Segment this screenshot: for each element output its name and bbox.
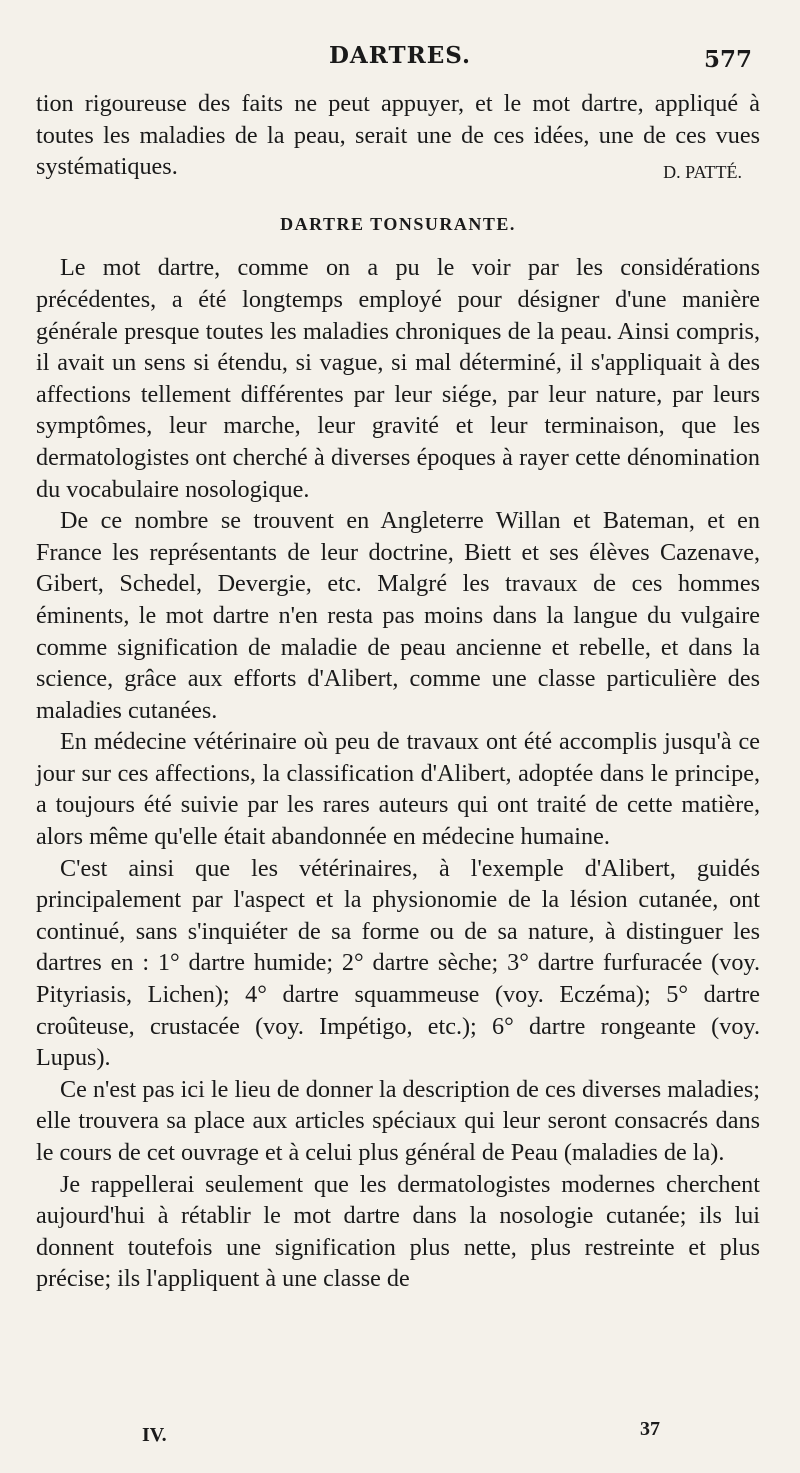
paragraph: Ce n'est pas ici le lieu de donner la description de ces diverses maladies; elle trouvera sa place aux articles spéciaux qui leur seront consacrés dans le cours de cet ouvrage et à celui plus général de Peau (maladies de la). [36,1075,760,1166]
running-title: DARTRES. [328,42,472,69]
intro-paragraph: tion rigoureuse des faits ne peut appuyer, et le mot dartre, appliqué à toutes les maladies de la peau, serait une de ces idées, une de ces vues systématiques. [36,90,760,181]
page-number: 577 [703,46,752,73]
signature-mark: 37 [640,1418,660,1440]
paragraph: Le mot dartre, comme on a pu le voir par les considérations précédentes, a été longtemps employé pour désigner d'une manière générale presque toutes les maladies chroniques de la peau. Ainsi compris, il avait un sens si étendu, si vague, si mal déterminé, il s'appliquait à des affections tellement différentes par leur siége, par leur nature, par leurs symptômes, leur marche, leur gravité et leur terminaison, que les dermatologistes ont cherché à diverses époques à rayer cette dénomination du vocabulaire nosologique. [36,254,760,503]
paragraph: C'est ainsi que les vétérinaires, à l'exemple d'Alibert, guidés principalement par l'aspect et la physionomie de la lésion cutanée, ont continué, sans s'inquiéter de sa forme ou de sa nature, à distinguer les dartres en : 1° dartre humide; 2° dartre sèche; 3° dartre furfuracée (voy. Pityriasis, Lichen); 4° dartre squammeuse (voy. Eczéma); 5° dartre croûteuse, crustacée (voy. Impétigo, etc.); 6° dartre rongeante (voy. Lupus). [36,854,760,1072]
volume-mark: IV. [142,1424,167,1446]
author-signature: D. PATTÉ. [663,161,742,182]
paragraph: En médecine vétérinaire où peu de travaux ont été accomplis jusqu'à ce jour sur ces affections, la classification d'Alibert, adoptée dans le principe, a toujours été suivie par les rares auteurs qui ont traité de cette matière, alors même qu'elle était abandonnée en médecine humaine. [36,728,760,851]
page-header [0,42,800,82]
page-body [36,88,760,1295]
section-title: DARTRE TONSURANTE. [280,214,516,235]
paragraph: Je rappellerai seulement que les dermatologistes modernes cherchent aujourd'hui à rétablir le mot dartre dans la nosologie cutanée; ils lui donnent toutefois une signification plus nette, plus restreinte et plus précise; ils l'appliquent à une classe de [36,1170,760,1293]
page-footer [0,1418,800,1458]
paragraph: De ce nombre se trouvent en Angleterre Willan et Bateman, et en France les représentants de leur doctrine, Biett et ses élèves Cazenave, Gibert, Schedel, Devergie, etc. Malgré les travaux de ces hommes éminents, le mot dartre n'en resta pas moins dans la langue du vulgaire comme signification de maladie de peau ancienne et rebelle, et dans la science, grâce aux efforts d'Alibert, comme une classe particulière des maladies cutanées. [36,507,760,724]
